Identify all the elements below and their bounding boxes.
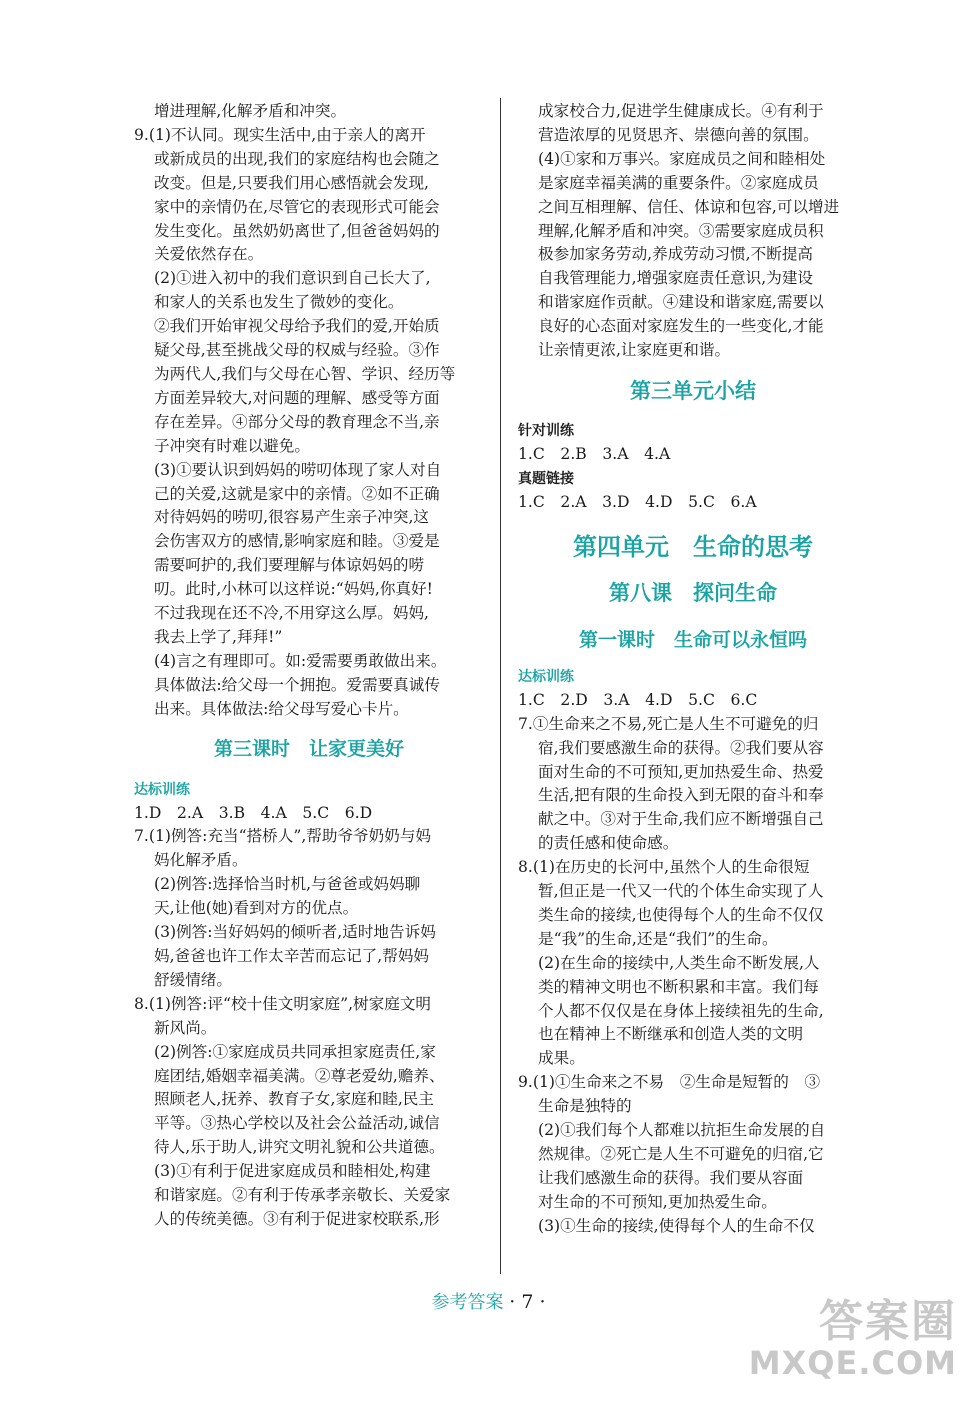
answer-line: 方面差异较大,对问题的理解、感受等方面 [154, 388, 440, 407]
answer-line: 也在精神上不断继承和创造人类的文明 [538, 1025, 804, 1044]
answer-block [134, 674, 484, 722]
answer-line: 庭团结,婚姻幸福美满。②尊老爱幼,赡养、 [154, 1066, 445, 1085]
answer-line: 成家校合力,促进学生健康成长。④有利于 [538, 102, 824, 120]
answer-line: (3)①要认识到妈妈的唠叨体现了家人对自 [154, 460, 442, 479]
answer-line: 不过我现在还不冷,不用穿这么厚。妈妈, [154, 604, 430, 623]
answer-block [134, 945, 484, 993]
answer-block [134, 897, 484, 921]
answer-line: 舒缓情绪。 [154, 970, 232, 989]
answer-line: 9.(1)①生命来之不易 ②生命是短暂的 ③ [518, 1073, 821, 1092]
answer-block [518, 172, 868, 363]
footer-label: 参考答案 [431, 1292, 504, 1313]
choice-answers: 1.C 2.A 3.D 4.D 5.C 6.A [518, 492, 757, 511]
answer-line: 的责任感和使命感。 [538, 834, 679, 853]
answer-line: 良好的心态面对家庭发生的一些变化,才能 [538, 317, 824, 336]
answer-line: 妈化解矛盾。 [154, 851, 248, 870]
answer-block [134, 849, 484, 873]
answer-line: 子冲突有时难以避免。 [154, 436, 310, 455]
answer-line: 8.(1)例答:评“校十佳文明家庭”,树家庭文明 [134, 994, 432, 1013]
answer-line: ②我们开始审视父母给予我们的爱,开始质 [154, 317, 440, 336]
answer-line: 新风尚。 [154, 1018, 217, 1037]
answer-line: 生命是独特的 [538, 1097, 632, 1116]
answer-line: 或新成员的出现,我们的家庭结构也会随之 [154, 149, 440, 168]
answer-block [518, 100, 868, 148]
answer-line: 照顾老人,抚养、教育子女,家庭和睦,民主 [154, 1090, 434, 1109]
unit-summary-title: 第三单元小结 [630, 378, 756, 403]
answer-line: 发生变化。虽然奶奶离世了,但爸爸妈妈的 [154, 221, 440, 240]
answer-block [518, 1143, 868, 1215]
section-heading: 达标训练 [518, 668, 574, 685]
answer-line: 成果。 [538, 1049, 585, 1068]
answer-line: 面对生命的不可预知,更加热爱生命、热爱 [538, 762, 824, 781]
answer-line: 为两代人,我们与父母在心智、学识、经历等 [154, 364, 456, 383]
answer-block [518, 737, 868, 857]
choice-answers: 1.C 2.D 3.A 4.D 5.C 6.C [518, 690, 758, 709]
answer-line: 是家庭幸福美满的重要条件。②家庭成员 [538, 173, 819, 192]
answer-line: 类的精神文明也不断积累和丰富。我们每 [538, 977, 819, 996]
answer-line: (4)①家和万事兴。家庭成员之间和睦相处 [538, 149, 826, 168]
answer-block [134, 1184, 484, 1232]
answer-line: 暂,但正是一代又一代的个体生命实现了人 [538, 882, 824, 901]
answer-block [134, 1017, 484, 1041]
answer-block [134, 1065, 484, 1161]
watermark-logo [749, 1298, 957, 1380]
answer-line: 我去上学了,拜拜!” [154, 627, 283, 646]
answer-line: (3)①生命的接续,使得每个人的生命不仅 [538, 1216, 815, 1235]
unit-title: 第四单元 生命的思考 [573, 532, 813, 561]
answer-line: (2)例答:①家庭成员共同承担家庭责任,家 [154, 1042, 436, 1061]
answer-block [134, 483, 484, 650]
answer-line: 家中的亲情仍在,尽管它的表现形式可能会 [154, 197, 440, 216]
answer-line: 会伤害双方的感情,影响家庭和睦。③爱是 [154, 532, 440, 551]
answer-line: 待人,乐于助人,讲究文明礼貌和公共道德。 [154, 1138, 445, 1157]
answer-line: 让亲情更浓,让家庭更和谐。 [538, 341, 731, 360]
answer-line: 改变。但是,只要我们用心感悟就会发现, [154, 173, 430, 192]
answer-line: 妈,爸爸也许工作太辛苦而忘记了,帮妈妈 [154, 947, 430, 965]
answer-line: 己的关爱,这就是家中的亲情。②如不正确 [154, 484, 440, 503]
choice-answers: 1.C 2.B 3.A 4.A [518, 444, 671, 463]
answer-block [518, 880, 868, 952]
answer-line: 需要呵护的,我们要理解与体谅妈妈的唠 [154, 556, 425, 575]
column-divider [500, 98, 501, 1274]
answer-block [134, 291, 484, 458]
answer-line: 出来。具体做法:给父母写爱心卡片。 [154, 699, 409, 718]
answer-line: 关爱依然存在。 [154, 245, 264, 264]
answer-line: 增进理解,化解矛盾和冲突。 [154, 102, 347, 120]
section-heading: 真题链接 [518, 470, 574, 487]
answer-line: 之间互相理解、信任、体谅和包容,可以增进 [538, 197, 840, 216]
answer-block [518, 1095, 868, 1119]
answer-line: 9.(1)不认同。现实生活中,由于亲人的离开 [134, 125, 426, 144]
answer-line: 和谐家庭。②有利于传承孝亲敬长、关爱家 [154, 1186, 451, 1205]
answer-line: (4)言之有理即可。如:爱需要勇敢做出来。 [154, 651, 447, 670]
answer-line: (2)在生命的接续中,人类生命不断发展,人 [538, 953, 820, 972]
answer-line: 极参加家务劳动,养成劳动习惯,不断提高 [538, 245, 814, 264]
answer-line: 和谐家庭作贡献。④建设和谐家庭,需要以 [538, 293, 824, 312]
watermark-url: MXQE.COM [748, 1344, 957, 1382]
answer-line: (2)例答:选择恰当时机,与爸爸或妈妈聊 [154, 875, 421, 894]
answer-line: 人的传统美德。③有利于促进家校联系,形 [154, 1209, 440, 1228]
answer-line: 是“我”的生命,还是“我们”的生命。 [538, 929, 778, 948]
answer-line: 生活,把有限的生命投入到无限的奋斗和奉 [538, 786, 824, 805]
answer-block [134, 100, 484, 124]
answer-line: 然规律。②死亡是人生不可避免的归宿,它 [538, 1145, 824, 1163]
answer-line: 平等。③热心学校以及社会公益活动,诚信 [154, 1114, 440, 1133]
section-heading: 针对训练 [518, 422, 574, 439]
answer-line: (2)①进入初中的我们意识到自己长大了, [154, 269, 431, 288]
answer-line: 对待妈妈的唠叨,很容易产生亲子冲突,这 [154, 508, 430, 527]
answer-line: 具体做法:给父母一个拥抱。爱需要真诚传 [154, 675, 440, 694]
answer-line: 和家人的关系也发生了微妙的变化。 [154, 293, 404, 312]
answer-line: 自我管理能力,增强家庭责任意识,为建设 [538, 269, 814, 288]
answer-line: 存在差异。④部分父母的教育理念不当,亲 [154, 412, 440, 431]
answer-line: (3)①有利于促进家庭成员和睦相处,构建 [154, 1162, 431, 1181]
answer-line: 7.(1)例答:充当“搭桥人”,帮助爷爷奶奶与妈 [134, 827, 432, 846]
answer-line: 个人都不仅仅是在身体上接续祖先的生命, [538, 1001, 824, 1020]
section-heading: 达标训练 [134, 781, 190, 798]
lesson-title: 第八课 探问生命 [609, 580, 777, 605]
period-title: 第一课时 生命可以永恒吗 [578, 628, 807, 651]
lesson-title: 第三课时 让家更美好 [213, 737, 404, 760]
answer-line: 宿,我们要感激生命的获得。②我们要从容 [538, 738, 824, 757]
answer-block [134, 148, 484, 268]
right-column [518, 100, 868, 1239]
watermark-text: 答案圈 [819, 1296, 957, 1347]
answer-line: 营造浓厚的见贤思齐、崇德向善的氛围。 [538, 125, 819, 144]
answer-line: (3)例答:当好妈妈的倾听者,适时地告诉妈 [154, 923, 436, 942]
page-number: · 7 · [509, 1291, 546, 1313]
answer-line: 理解,化解矛盾和冲突。③需要家庭成员积 [538, 221, 824, 240]
answer-line: 叨。此时,小林可以这样说:“妈妈,你真好! [154, 580, 433, 599]
answer-line: 疑父母,甚至挑战父母的权威与经验。③作 [154, 341, 440, 360]
answer-line: 让我们感激生命的获得。我们要从容面 [538, 1168, 804, 1187]
answer-line: 7.①生命来之不易,死亡是人生不可避免的归 [518, 714, 819, 733]
choice-answers: 1.D 2.A 3.B 4.A 5.C 6.D [134, 803, 373, 822]
answer-line: (2)①我们每个人都难以抗拒生命发展的自 [538, 1121, 826, 1140]
answer-line: 天,让他(她)看到对方的优点。 [154, 899, 359, 918]
answer-line: 献之中。③对于生命,我们应不断增强自己 [538, 810, 824, 829]
answer-line: 类生命的接续,也使得每个人的生命不仅仅 [538, 905, 824, 924]
left-column [134, 100, 484, 1232]
answer-line: 对生命的不可预知,更加热爱生命。 [538, 1192, 777, 1211]
answer-block [518, 976, 868, 1072]
answer-line: 8.(1)在历史的长河中,虽然个人的生命很短 [518, 858, 810, 877]
